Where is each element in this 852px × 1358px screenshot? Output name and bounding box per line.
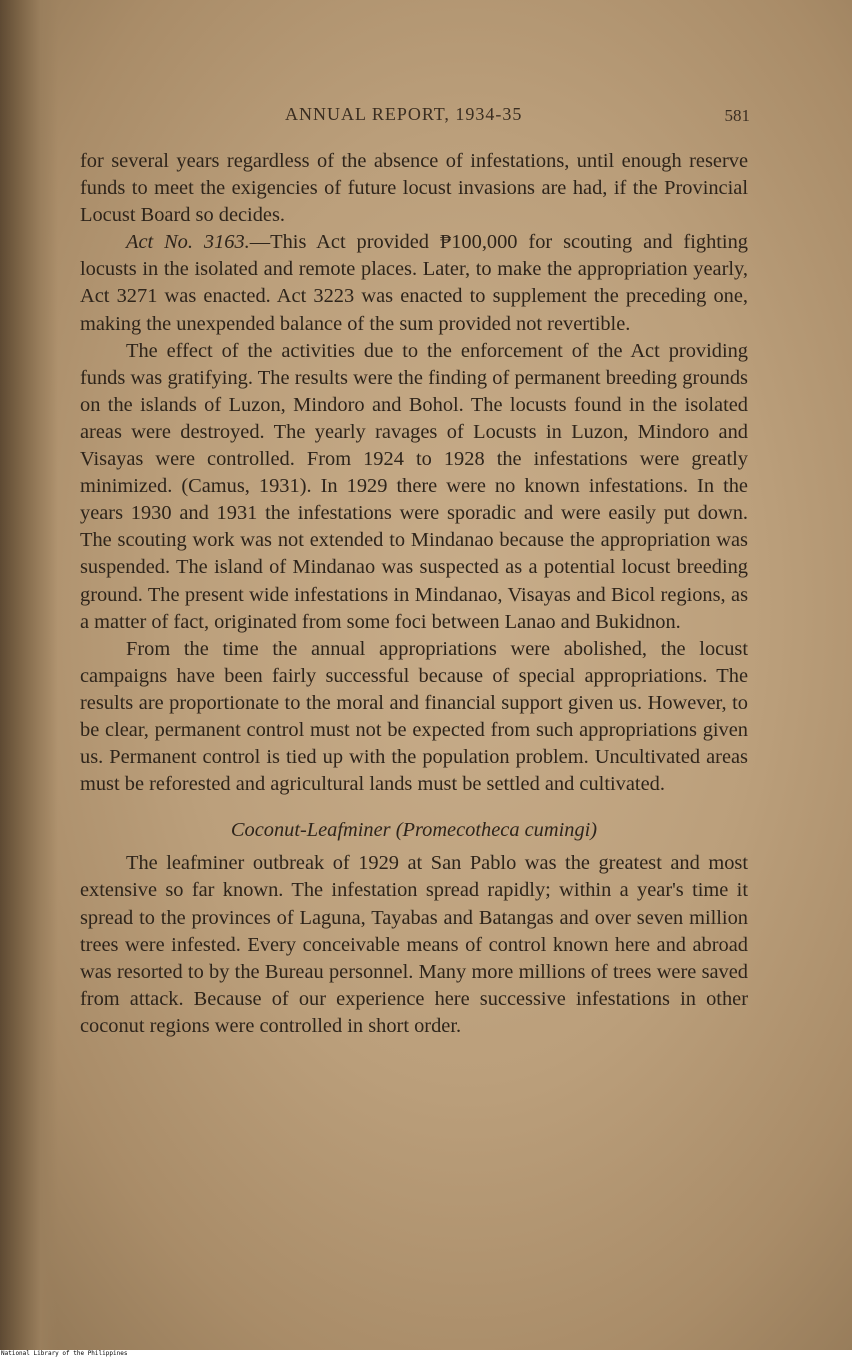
paragraph-effect-of-activities: The effect of the activities due to the enforcement of the Act providing funds was gratifying. The results were the finding of permanent breeding grounds on the islands of Luzon, Mindoro and Bohol. The locusts found in the isolated areas were destroyed. The yearly ravages of Locusts in Luzon, Mindoro and Visayas were controlled. From 1924 to 1928 the infestations were greatly minimized. (Camus, 1931). In 1929 there were no known infestations. In the years 1930 and 1931 the infestations were sporadic and were easily put down. The scouting work was not extended to Mindanao because the appropriation was suspended. The island of Mindanao was suspected as a potential locust breeding ground. The present wide infestations in Mindanao, Visayas and Bicol regions, as a matter of fact, originated from some foci between Lanao and Bukidnon. xyxy=(80,339,748,633)
act-reference: Act No. 3163. xyxy=(126,231,250,254)
paragraph-act-3163-text: —This Act provided ₱100,000 for scouting and fighting locusts in the isolated and remote places. Later, to make the appropriation yearly, Act 3271 was enacted. Act 3223 was enacted to supplement the preceding one, making the unexpended balance of the sum provided not revertible. xyxy=(80,231,748,335)
paragraph-leafminer-outbreak: The leafminer outbreak of 1929 at San Pablo was the greatest and most extensive so far known. The infestation spread rapidly; within a year's time it spread to the provinces of Laguna, Tayabas and Batangas and over seven million trees were infested. Every conceivable means of control known here and abroad was resorted to by the Bureau personnel. Many more millions of trees were saved from attack. Because of our experience here successive infestations in other coconut regions were controlled in short order. xyxy=(80,852,748,1037)
book-binding-shadow xyxy=(0,0,58,1350)
section-heading-coconut-leafminer: Coconut-Leafminer (Promecotheca cumingi) xyxy=(230,819,598,842)
running-title: ANNUAL REPORT, 1934-35 xyxy=(285,104,523,124)
paragraph-act-3163 xyxy=(80,229,748,337)
paragraph-annual-appropriations: From the time the annual appropriations were abolished, the locust campaigns have been fairly successful because of special appropriations. The results are proportionate to the moral and financial support given us. However, to be clear, permanent control must not be expected from such appropriations given us. Permanent control is tied up with the population problem. Uncultivated areas must be reforested and agricultural lands must be settled and cultivated. xyxy=(80,637,748,796)
page-header xyxy=(80,100,750,130)
library-credit: National Library of the Philippines xyxy=(0,1350,852,1358)
body-text xyxy=(80,148,748,1040)
paragraph-continuation: for several years regardless of the absence of infestations, until enough reserve funds to meet the exigencies of future locust invasions are had, if the Provincial Locust Board so decides. xyxy=(80,150,748,227)
page-number: 581 xyxy=(724,106,750,125)
